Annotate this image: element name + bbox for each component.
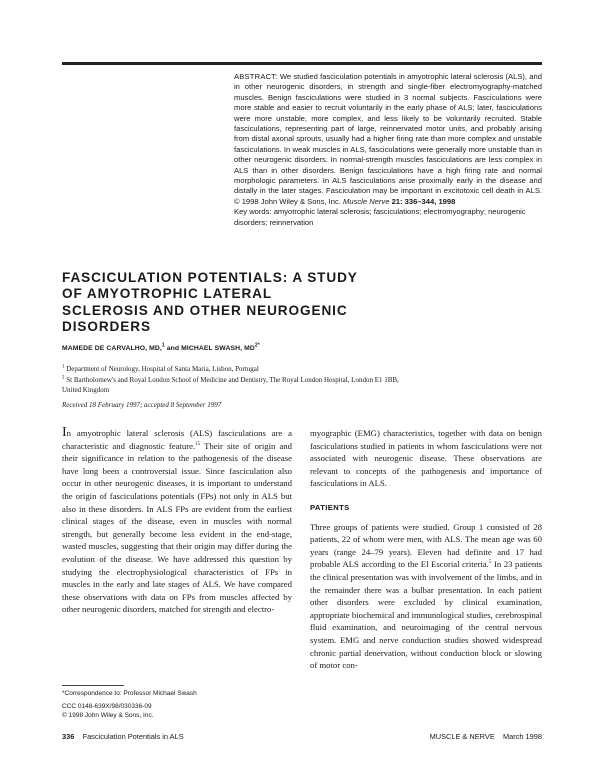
abstract-copyright: © 1998 John Wiley & Sons, Inc. bbox=[234, 196, 341, 206]
footnote-copyright: © 1998 John Wiley & Sons, Inc. bbox=[62, 712, 154, 719]
body-column-left bbox=[62, 427, 292, 616]
abstract-text: We studied fasciculation potentials in amyotrophic lateral sclerosis (ALS), and in other neurogenic disorders, in strength and single-fiber electromyography-matched muscles. Benign fasciculations were studied in 3 normal subjects. Fasciculations were more stable and easier to recruit voluntarily in the early phase of ALS; later, fasciculations were more unstable, more complex, and less likely to be voluntarily recruited. Stable fasciculations, representing part of large, reinnervated motor units, and probably arising from distal axonal sprouts, usually had a higher firing rate than more complex and unstable fasciculations. In weak muscles in ALS, fasciculations were generally more unstable than in other neurogenic disorders. In normal-strength muscles fasciculations are less complex in ALS than in other disorders. Benign fasciculations have a high firing rate and normal morphologic parameters. In ALS fasciculations arise proximally early in the disease and distally in the later stages. Fasciculation may be important in excitotoxic cell death in ALS. bbox=[234, 72, 542, 196]
intro-text-a: n amyotrophic lateral sclerosis (ALS) fasciculations are a characteristic and diagnostic feature. bbox=[62, 428, 292, 451]
author-and: and bbox=[166, 345, 180, 352]
affiliations bbox=[62, 364, 402, 396]
author-first: MAMEDE DE CARVALHO, MD, bbox=[62, 345, 162, 352]
affiliation-num: 1 bbox=[62, 364, 65, 370]
affiliation-text: St Bartholomew's and Royal London School of Medicine and Dentistry, The Royal London Hospital, London E1 1BB, United Kingdom bbox=[62, 375, 399, 395]
intro-continued: myographic (EMG) characteristics, together with data on benign fasciculations studied in patients in whom fasciculations were not associated with neurogenic disease. These observations are relevant to concepts of the pathogenesis and importance of fasciculations in ALS. bbox=[310, 428, 542, 489]
intro-ref: 15 bbox=[195, 441, 201, 447]
affiliation-item bbox=[62, 364, 402, 375]
patients-ref: 5 bbox=[488, 560, 492, 566]
abstract-label: ABSTRACT: bbox=[234, 72, 278, 81]
abstract-block bbox=[234, 72, 542, 228]
section-heading-patients: PATIENTS bbox=[310, 502, 350, 512]
author-second: MICHAEL SWASH, MD bbox=[181, 345, 255, 352]
patients-text-b: In 23 patients the clinical presentation was with involvement of the limbs, and in the remainder there was a bulbar presentation. In each patient other disorders were excluded by clinical examination, appropriate biochemical and immunological studies, cerebrospinal fluid examination, and neuroimaging of the central nervous system. EMG and nerve conduction studies showed widespread chronic partial denervation, without conduction block or slowing of motor con- bbox=[310, 559, 543, 671]
author-second-sup: 2* bbox=[254, 342, 260, 349]
patients-text-a: Three groups of patients were studied. Group 1 consisted of 28 patients, 22 of whom were men, with ALS. The mean age was 60 years (range 24–79 years). Eleven had definite and 17 had probable ALS according to the El Escorial criteria. bbox=[310, 521, 542, 570]
running-title: Fasciculation Potentials in ALS bbox=[82, 732, 184, 741]
footnotes bbox=[62, 689, 292, 720]
affiliation-text: Department of Neurology, Hospital of Santa Maria, Lisbon, Portugal bbox=[66, 365, 259, 373]
page-footer bbox=[62, 732, 542, 741]
footnote-rule bbox=[62, 685, 124, 686]
footer-journal: MUSCLE & NERVE bbox=[429, 732, 495, 741]
keywords-line bbox=[234, 207, 542, 228]
footer-right bbox=[430, 732, 542, 741]
abstract-citation: 21: 336–344, 1998 bbox=[391, 196, 456, 206]
drop-cap: I bbox=[62, 425, 67, 440]
intro-text-b: Their site of origin and their significance in relation to the pathogenesis of the disease have long been a controversial issue. Since fasciculation also occur in other neurogenic diseases, it is important to understand the origin of fasciculations potentials (FPs) not only in ALS but also in these disorders. In ALS FPs are evident from the earliest clinical stages of the disease, even in muscles with normal strength, but generally become less evident in the end-stage, wasted muscles, suggesting that their origin may differ during the evolution of the disease. We have addressed this question by studying the electrophysiological characteristics of FPs in muscles in the early and late stages of ALS. We have compared these observations with data on FPs from muscles affected by other neurogenic disorders, matched for strength and electro- bbox=[62, 440, 292, 615]
affiliation-num: 2 bbox=[62, 375, 65, 381]
body-column-right bbox=[310, 427, 542, 672]
footer-date: March 1998 bbox=[502, 732, 542, 741]
author-first-sup: 1 bbox=[161, 342, 165, 349]
top-rule bbox=[62, 62, 542, 65]
keywords-text: amyotrophic lateral sclerosis; fasciculations; electromyography; neurogenic disorders; reinnervation bbox=[234, 207, 526, 227]
patients-paragraph bbox=[310, 521, 542, 672]
article-title: FASCICULATION POTENTIALS: A STUDY OF AMYOTROPHIC LATERAL SCLEROSIS AND OTHER NEUROGENIC DISORDERS bbox=[62, 270, 358, 335]
abstract-journal: Muscle Nerve bbox=[343, 196, 390, 206]
received-dates: Received 18 February 1997; accepted 8 September 1997 bbox=[62, 401, 222, 409]
keywords-label: Key words: bbox=[234, 207, 272, 217]
affiliation-item bbox=[62, 375, 402, 396]
ccc-code: CCC 0148-639X/98/030336-09 bbox=[62, 703, 152, 710]
correspondence-note: *Correspondence to: Professor Michael Swash bbox=[62, 690, 197, 697]
page-number: 336 bbox=[62, 732, 75, 741]
author-line bbox=[62, 342, 260, 352]
